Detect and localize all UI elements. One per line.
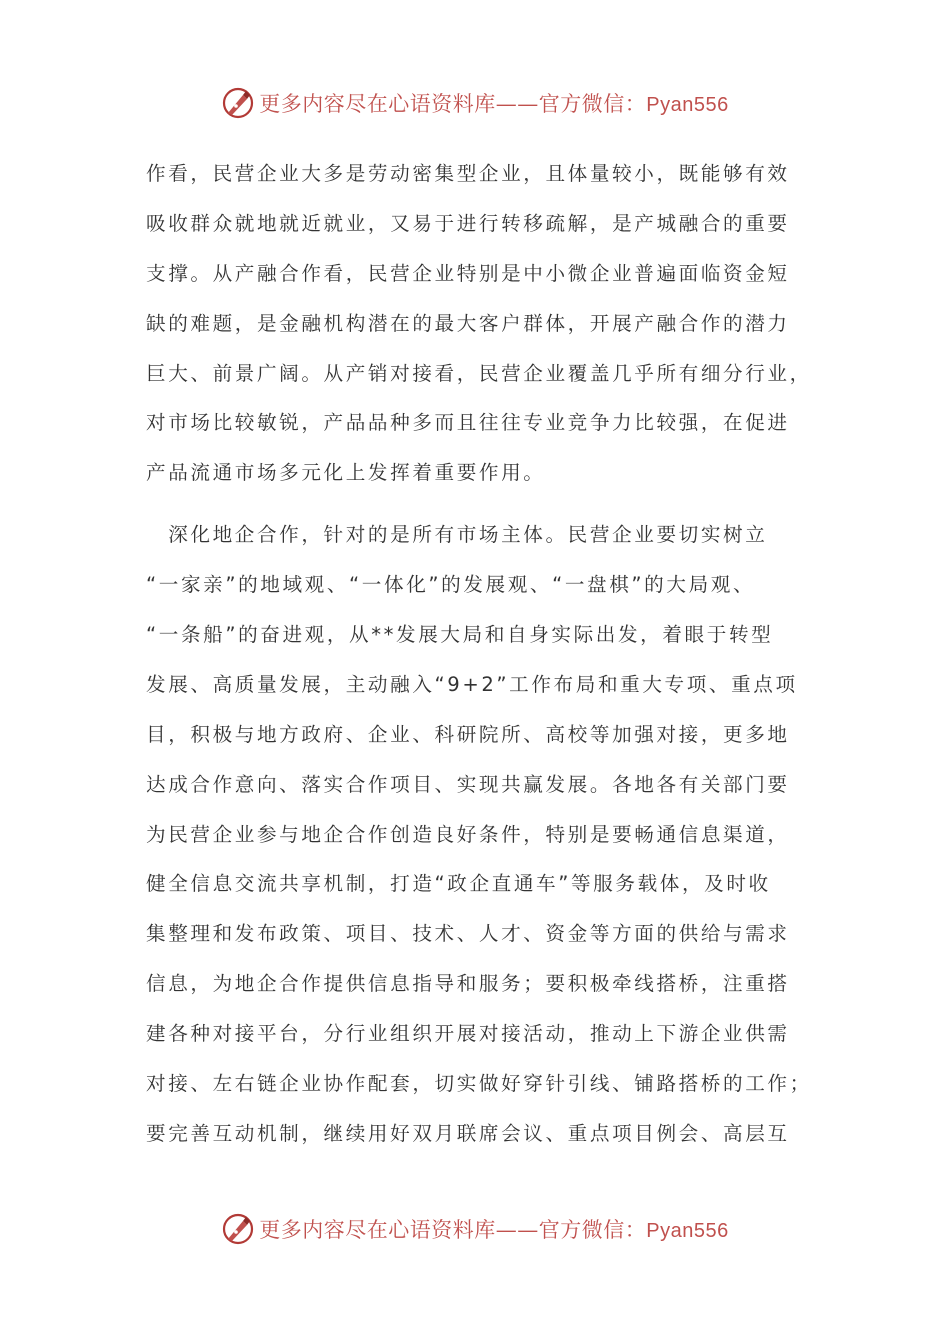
text-line: “一条船”的奋进观，从**发展大局和自身实际出发，着眼于转型 [146, 623, 774, 647]
footer-wechat-label: 官方微信： [538, 1218, 647, 1242]
pen-nib-logo-icon [221, 1212, 255, 1246]
text-line: 达成合作意向、落实合作项目、实现共赢发展。各地各有关部门要 [146, 772, 790, 796]
footer-banner-text [259, 1214, 728, 1244]
header-banner [0, 83, 950, 123]
paragraph-spacer [146, 498, 822, 510]
pen-nib-logo-icon [221, 86, 255, 120]
header-wechat-id: Pyan556 [646, 94, 729, 116]
text-line: 为民营企业参与地企合作创造良好条件，特别是要畅通信息渠道， [146, 822, 790, 846]
header-banner-text [259, 88, 728, 118]
text-line: 产品流通市场多元化上发挥着重要作用。 [146, 461, 546, 485]
text-line: 对接、左右链企业协作配套，切实做好穿针引线、铺路搭桥的工作； [146, 1072, 812, 1096]
text-line: 集整理和发布政策、项目、技术、人才、资金等方面的供给与需求 [146, 922, 790, 946]
text-line: 建各种对接平台，分行业组织开展对接活动，推动上下游企业供需 [146, 1022, 790, 1046]
text-line: 深化地企合作，针对的是所有市场主体。民营企业要切实树立 [146, 523, 768, 547]
header-wechat-label: 官方微信： [538, 92, 647, 116]
text-line: 巨大、前景广阔。从产销对接看，民营企业覆盖几乎所有细分行业， [146, 361, 812, 385]
text-line: “一家亲”的地域观、“一体化”的发展观、“一盘棋”的大局观、 [146, 573, 756, 597]
footer-site-name: 更多内容尽在心语资料库 [259, 1218, 496, 1242]
text-line: 健全信息交流共享机制，打造“政企直通车”等服务载体，及时收 [146, 872, 771, 896]
text-line: 吸收群众就地就近就业，又易于进行转移疏解，是产城融合的重要 [146, 211, 790, 235]
document-body [146, 149, 822, 1159]
text-line: 对市场比较敏锐，产品品种多而且往往专业竞争力比较强，在促进 [146, 411, 790, 435]
text-line: 信息，为地企合作提供信息指导和服务；要积极牵线搭桥，注重搭 [146, 972, 790, 996]
text-line: 发展、高质量发展，主动融入“9+2”工作布局和重大专项、重点项 [146, 672, 798, 696]
text-line: 目，积极与地方政府、企业、科研院所、高校等加强对接，更多地 [146, 722, 790, 746]
footer-separator: —— [495, 1218, 539, 1242]
text-line: 作看，民营企业大多是劳动密集型企业，且体量较小，既能够有效 [146, 162, 790, 185]
header-separator: —— [495, 92, 539, 116]
text-line: 支撑。从产融合作看，民营企业特别是中小微企业普遍面临资金短 [146, 261, 790, 285]
paragraph-2 [146, 510, 822, 1159]
footer-wechat-id: Pyan556 [646, 1220, 729, 1242]
text-line: 缺的难题，是金融机构潜在的最大客户群体，开展产融合作的潜力 [146, 311, 790, 335]
text-line: 要完善互动机制，继续用好双月联席会议、重点项目例会、高层互 [146, 1121, 790, 1145]
paragraph-1 [146, 149, 822, 498]
header-site-name: 更多内容尽在心语资料库 [259, 92, 496, 116]
footer-banner [0, 1209, 950, 1249]
